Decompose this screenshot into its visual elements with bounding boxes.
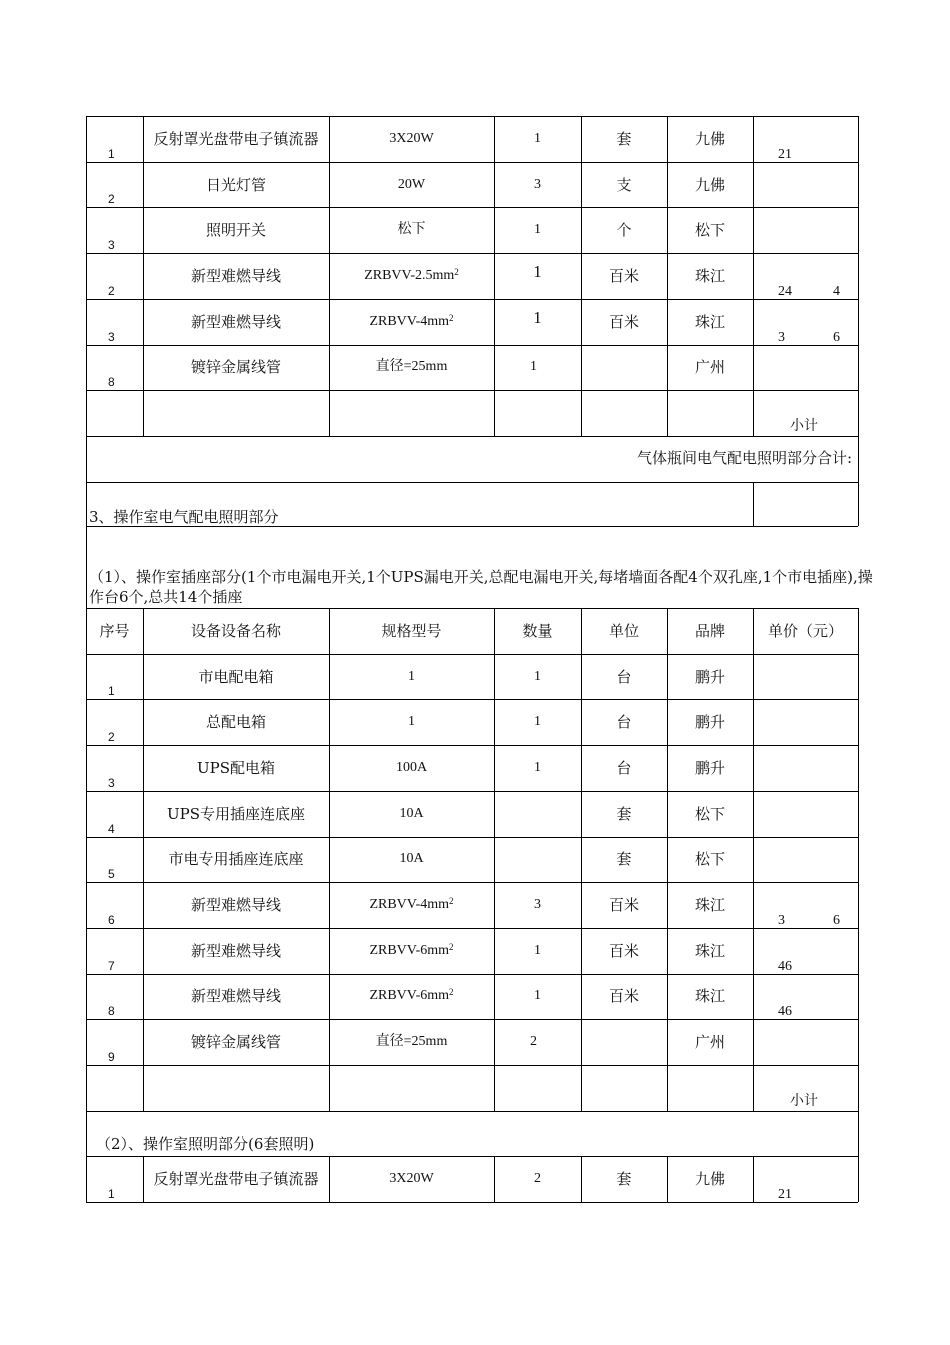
header-brand: 品牌 [694,621,725,640]
spec-value: 直径=25mm [375,359,448,375]
item-unit: 百米 [608,266,639,285]
table-border [86,116,87,436]
row-number: 9 [108,1050,115,1064]
item-brand: 广州 [694,358,725,377]
spec-value: 1 [408,668,415,684]
subtotal-label: 小计 [790,418,818,434]
spec-value: 3X20W [389,1171,434,1187]
item-unit: 套 [616,804,632,823]
table-border [86,608,858,609]
table-border [86,162,858,163]
item-quantity: 1 [530,359,537,375]
item-spec [329,987,494,1005]
row-number: 7 [108,958,115,973]
item-spec [329,1033,494,1051]
row-number: 8 [108,1004,115,1019]
row-number: 1 [108,684,115,699]
unit-price: 3 [778,912,785,928]
table-border [143,608,144,1111]
item-unit: 台 [616,713,632,732]
table-border [494,116,495,436]
item-brand: 松下 [694,804,725,823]
item-quantity: 2 [534,1171,541,1187]
item-quantity: 1 [533,261,542,281]
item-spec [329,896,494,914]
item-spec [329,805,494,823]
section-title: 3、操作室电气配电照明部分 [89,507,279,526]
table-border [86,1156,858,1157]
table-border [86,654,858,655]
header-unit: 单位 [608,621,639,640]
table-border [86,882,858,883]
item-spec [329,850,494,868]
spec-value: 20W [397,176,426,192]
item-quantity: 2 [530,1034,537,1050]
spec-superscript: 2 [454,266,459,277]
table-border [667,608,668,1111]
table-border [86,345,858,346]
row-number: 3 [108,238,115,253]
table-border [86,974,858,975]
item-unit: 台 [616,758,632,777]
item-spec [329,668,494,686]
table-border [86,526,858,527]
spec-value: ZRBVV-4mm [369,897,450,913]
spec-value: 松下 [397,222,426,238]
spec-value: 3X20W [389,130,434,146]
table-border [86,928,858,929]
row-number: 5 [108,867,115,882]
table-border [143,1156,144,1202]
spec-superscript: 2 [449,987,454,998]
header-spec: 规格型号 [381,621,442,640]
unit-price: 46 [778,1004,792,1020]
header-no: 序号 [99,621,130,640]
table-border [858,436,859,482]
table-border [86,745,858,746]
item-quantity: 1 [534,988,541,1004]
item-name: 新型难燃导线 [190,941,281,960]
item-name: UPS配电箱 [196,758,275,777]
item-brand: 珠江 [694,266,725,285]
item-name: 新型难燃导线 [190,266,281,285]
row-number: 4 [108,821,115,836]
row-number: 8 [108,375,115,390]
table-border [581,608,582,1111]
item-unit: 百米 [608,941,639,960]
unit-price: 3 [778,329,785,345]
item-unit: 个 [616,221,632,240]
item-spec [329,713,494,731]
table-border [858,1111,859,1157]
item-quantity: 1 [534,942,541,958]
item-brand: 珠江 [694,896,725,915]
spec-superscript: 2 [449,312,454,323]
unit-price: 46 [778,958,792,974]
item-brand: 珠江 [694,941,725,960]
item-unit: 套 [616,850,632,869]
row-number: 1 [108,1187,115,1202]
item-brand: 松下 [694,221,725,240]
table-border [667,116,668,436]
item-brand: 鹏升 [694,713,725,732]
item-brand: 九佛 [694,1170,725,1189]
row-number: 2 [108,730,115,745]
item-unit: 百米 [608,896,639,915]
item-unit: 台 [616,667,632,686]
table-border [86,837,858,838]
spec-value: 10A [399,851,424,867]
table-border [329,1156,330,1202]
table-border [858,608,859,1111]
item-unit: 支 [616,175,632,194]
subtotal-label: 小计 [790,1093,818,1109]
item-quantity: 1 [534,759,541,775]
table-border [753,116,754,436]
table-border [86,436,858,437]
item-spec [329,221,494,239]
table-border [86,526,87,608]
spec-value: ZRBVV-6mm [369,988,450,1004]
table-border [581,116,582,436]
spec-value: ZRBVV-4mm [369,313,450,329]
table-border [858,1156,859,1202]
item-brand: 广州 [694,1033,725,1052]
table-border [753,482,754,526]
table-border [86,253,858,254]
table-border [86,390,858,391]
table-border [86,791,858,792]
table-border [86,1202,858,1203]
item-name: 市电专用插座连底座 [168,850,304,869]
item-spec [329,267,494,285]
table-border [86,1111,87,1157]
item-quantity: 1 [534,668,541,684]
unit-price: 21 [778,1187,792,1203]
table-border [858,482,859,526]
subsection-title: （2）、操作室照明部分(6套照明) [96,1134,315,1153]
item-name: 新型难燃导线 [190,312,281,331]
item-spec [329,130,494,148]
table-border [667,1156,668,1202]
table-border [753,608,754,1111]
item-unit: 套 [616,129,632,148]
item-brand: 鹏升 [694,758,725,777]
unit-price-fraction: 6 [833,912,840,928]
table-border [86,608,87,1111]
item-brand: 珠江 [694,987,725,1006]
subsection-note: （1）、操作室插座部分(1个市电漏电开关,1个UPS漏电开关,总配电漏电开关,每堵墙面各配4个双孔座,1个市电插座),操作台6个,总共14个插座 [89,567,873,606]
spec-superscript: 2 [449,896,454,907]
item-name: 新型难燃导线 [190,896,281,915]
item-spec [329,176,494,194]
table-border [86,1111,858,1112]
table-border [86,436,87,482]
item-name: UPS专用插座连底座 [166,804,305,823]
table-border [86,1156,87,1202]
row-number: 2 [108,283,115,298]
table-border [143,116,144,436]
table-border [86,1065,858,1066]
item-brand: 珠江 [694,312,725,331]
item-spec [329,1170,494,1188]
item-unit: 百米 [608,987,639,1006]
spec-value: 10A [399,805,424,821]
item-name: 总配电箱 [205,713,266,732]
item-name: 市电配电箱 [198,667,274,686]
unit-price-fraction: 6 [833,329,840,345]
table-border [86,207,858,208]
item-brand: 松下 [694,850,725,869]
table-border [329,608,330,1111]
item-spec [329,313,494,331]
row-number: 2 [108,192,115,207]
spec-value: 1 [408,714,415,730]
header-qty: 数量 [522,621,553,640]
unit-price: 21 [778,146,792,162]
item-name: 镀锌金属线管 [190,358,281,377]
item-quantity: 1 [534,130,541,146]
spec-value: ZRBVV-2.5mm [364,267,455,283]
item-quantity: 3 [534,176,541,192]
item-unit: 套 [616,1170,632,1189]
item-spec [329,358,494,376]
row-number: 3 [108,329,115,344]
table-border [86,299,858,300]
header-name: 设备设备名称 [190,621,281,640]
item-quantity: 1 [534,222,541,238]
table-border [86,482,858,483]
table-border [581,1156,582,1202]
item-name: 反射罩光盘带电子镇流器 [153,1170,319,1189]
item-quantity: 1 [534,714,541,730]
section-total-label: 气体瓶间电气配电照明部分合计: [636,448,852,467]
table-border [86,116,858,117]
item-name: 照明开关 [205,221,266,240]
spec-value: 直径=25mm [375,1034,448,1050]
table-border [858,116,859,436]
unit-price: 24 [778,283,792,299]
row-number: 6 [108,912,115,927]
table-border [86,699,858,700]
spec-value: ZRBVV-6mm [369,942,450,958]
item-name: 镀锌金属线管 [190,1033,281,1052]
item-name: 反射罩光盘带电子镇流器 [153,129,319,148]
item-spec [329,759,494,777]
row-number: 3 [108,775,115,790]
unit-price-fraction: 4 [833,283,840,299]
item-quantity: 1 [533,307,542,327]
table-border [86,1019,858,1020]
row-number: 1 [108,146,115,161]
item-brand: 鹏升 [694,667,725,686]
table-border [494,608,495,1111]
table-border [86,482,87,526]
item-unit: 百米 [608,312,639,331]
item-spec [329,942,494,960]
header-price: 单价（元） [767,621,843,640]
spec-value: 100A [395,759,428,775]
item-quantity: 3 [534,897,541,913]
item-brand: 九佛 [694,129,725,148]
item-brand: 九佛 [694,175,725,194]
table-border [329,116,330,436]
table-border [494,1156,495,1202]
spec-superscript: 2 [449,941,454,952]
table-border [753,1156,754,1202]
item-name: 新型难燃导线 [190,987,281,1006]
item-name: 日光灯管 [205,175,266,194]
